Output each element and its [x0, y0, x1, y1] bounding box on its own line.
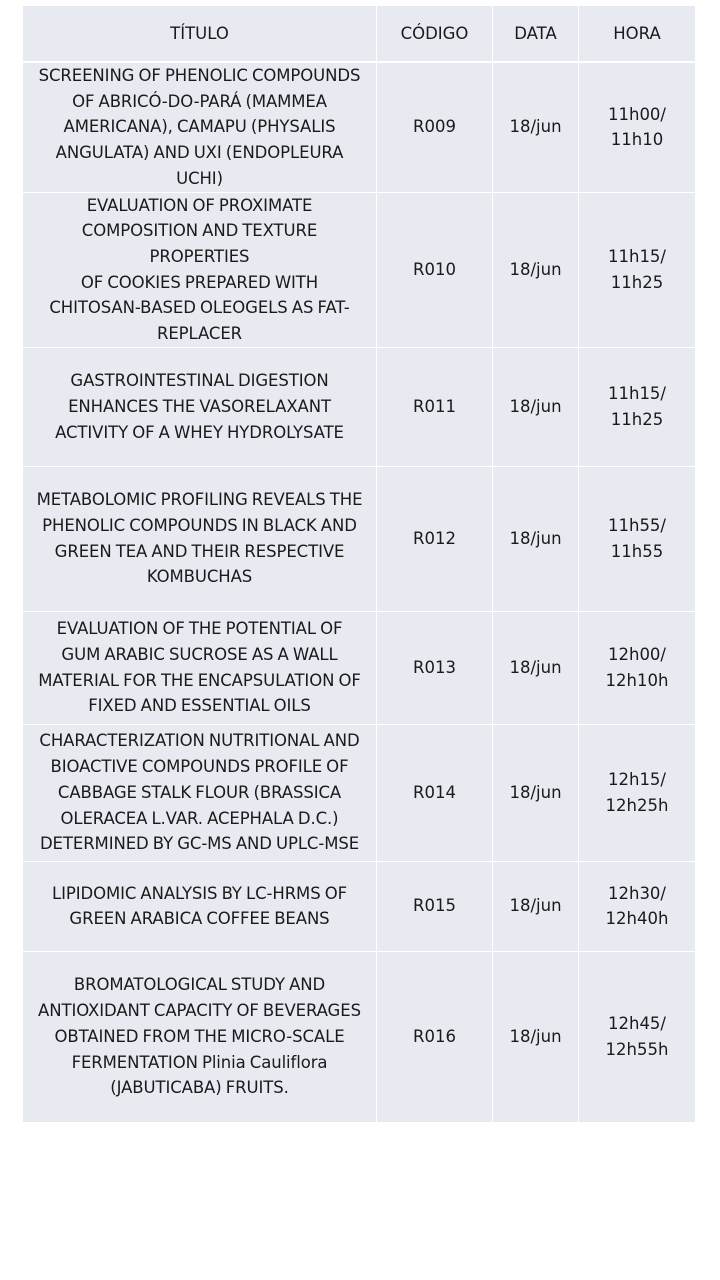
- date-cell: 18/jun: [493, 63, 579, 193]
- code-cell: R009: [377, 63, 493, 193]
- date-cell: 18/jun: [493, 725, 579, 862]
- hour-cell: 11h15/ 11h25: [579, 193, 695, 348]
- title-cell: METABOLOMIC PROFILING REVEALS THE PHENOLIC COMPOUNDS IN BLACK AND GREEN TEA AND THEIR RESPECTIVE KOMBUCHAS: [23, 467, 377, 612]
- table-row: [23, 952, 695, 1123]
- hour-cell: 12h15/ 12h25h: [579, 725, 695, 862]
- table-body: [23, 63, 695, 1123]
- header-row: [23, 6, 695, 63]
- hour-cell: 11h00/ 11h10: [579, 63, 695, 193]
- table-row: [23, 63, 695, 193]
- code-cell: R013: [377, 612, 493, 725]
- code-cell: R012: [377, 467, 493, 612]
- table-row: [23, 612, 695, 725]
- title-cell: LIPIDOMIC ANALYSIS BY LC-HRMS OF GREEN ARABICA COFFEE BEANS: [23, 862, 377, 952]
- header-title: TÍTULO: [23, 6, 377, 63]
- header-hour: HORA: [579, 6, 695, 63]
- table-row: [23, 862, 695, 952]
- table-row: [23, 193, 695, 348]
- table-row: [23, 348, 695, 467]
- title-cell: SCREENING OF PHENOLIC COMPOUNDS OF ABRICÓ-DO-PARÁ (MAMMEA AMERICANA), CAMAPU (PHYSALIS ANGULATA) AND UXI (ENDOPLEURA UCHI): [23, 63, 377, 193]
- hour-cell: 12h30/ 12h40h: [579, 862, 695, 952]
- table-header: [23, 6, 695, 63]
- title-cell: GASTROINTESTINAL DIGESTION ENHANCES THE VASORELAXANT ACTIVITY OF A WHEY HYDROLYSATE: [23, 348, 377, 467]
- hour-cell: 11h15/ 11h25: [579, 348, 695, 467]
- code-cell: R015: [377, 862, 493, 952]
- date-cell: 18/jun: [493, 348, 579, 467]
- hour-cell: 12h45/ 12h55h: [579, 952, 695, 1123]
- date-cell: 18/jun: [493, 193, 579, 348]
- title-cell: CHARACTERIZATION NUTRITIONAL AND BIOACTIVE COMPOUNDS PROFILE OF CABBAGE STALK FLOUR (BRASSICA OLERACEA L.VAR. ACEPHALA D.C.) DETERMINED BY GC-MS AND UPLC-MSE: [23, 725, 377, 862]
- date-cell: 18/jun: [493, 467, 579, 612]
- title-cell: EVALUATION OF THE POTENTIAL OF GUM ARABIC SUCROSE AS A WALL MATERIAL FOR THE ENCAPSULATION OF FIXED AND ESSENTIAL OILS: [23, 612, 377, 725]
- table-row: [23, 725, 695, 862]
- code-cell: R011: [377, 348, 493, 467]
- schedule-table: [23, 6, 695, 1123]
- title-cell: EVALUATION OF PROXIMATE COMPOSITION AND TEXTURE PROPERTIES OF COOKIES PREPARED WITH CHITOSAN-BASED OLEOGELS AS FAT- REPLACER: [23, 193, 377, 348]
- date-cell: 18/jun: [493, 862, 579, 952]
- code-cell: R014: [377, 725, 493, 862]
- code-cell: R010: [377, 193, 493, 348]
- date-cell: 18/jun: [493, 952, 579, 1123]
- title-cell: BROMATOLOGICAL STUDY AND ANTIOXIDANT CAPACITY OF BEVERAGES OBTAINED FROM THE MICRO-SCALE FERMENTATION Plinia Cauliflora (JABUTICABA) FRUITS.: [23, 952, 377, 1123]
- table-row: [23, 467, 695, 612]
- date-cell: 18/jun: [493, 612, 579, 725]
- hour-cell: 11h55/ 11h55: [579, 467, 695, 612]
- header-date: DATA: [493, 6, 579, 63]
- header-code: CÓDIGO: [377, 6, 493, 63]
- code-cell: R016: [377, 952, 493, 1123]
- hour-cell: 12h00/ 12h10h: [579, 612, 695, 725]
